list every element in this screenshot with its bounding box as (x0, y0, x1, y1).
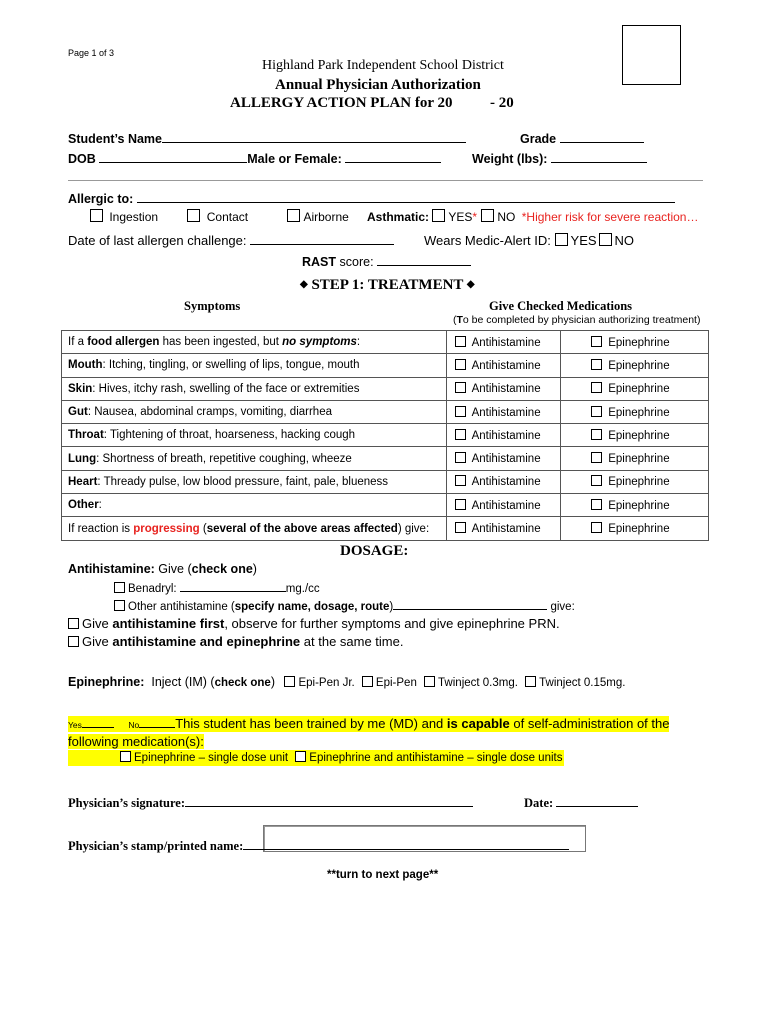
grade-row (520, 131, 644, 146)
airborne-option[interactable] (287, 210, 348, 224)
other-bold: specify name, dosage, route (234, 601, 390, 613)
antihistamine-checkbox[interactable] (455, 522, 466, 533)
risk-note: *Higher risk for severe reaction… (521, 210, 699, 224)
symptom-text-post: : Hives, itchy rash, swelling of the face or extremities (92, 382, 360, 395)
allergic-field[interactable] (137, 191, 675, 203)
benadryl-label: Benadryl: (128, 583, 177, 595)
epinephrine-label: Epinephrine (608, 383, 670, 396)
epipen-checkbox[interactable] (362, 676, 373, 687)
symptom-cell (62, 331, 447, 354)
antihistamine-dosage-row (68, 562, 257, 576)
option-both (68, 634, 403, 649)
symptom-text-bold: Skin (68, 382, 93, 395)
diamond-icon: ◆ (300, 279, 308, 290)
symptom-text-post: : (98, 499, 102, 512)
symptom-cell (62, 517, 447, 540)
antihistamine-cell[interactable] (447, 400, 561, 423)
rast-label: RAST (302, 255, 337, 269)
give-check-close: ) (252, 562, 257, 576)
antihistamine-label: Antihistamine (471, 336, 541, 349)
option2-checkbox[interactable] (68, 636, 79, 647)
allergic-options (90, 209, 349, 224)
symptom-cell (62, 400, 447, 423)
meds-note-paren: ( (453, 314, 457, 326)
symptom-cell (62, 377, 447, 400)
self-admin-options (68, 750, 564, 766)
self-admin-text2: of self-administration of the (509, 716, 670, 731)
meds-note-t: T (456, 314, 463, 326)
opt1-pre: Give (82, 616, 113, 631)
symptom-text-end: : (356, 336, 361, 349)
meds-note-text: o be completed by physician authorizing treatment) (462, 314, 701, 326)
step1-title: STEP 1: TREATMENT (311, 277, 464, 293)
form-title: Annual Physician Authorization (275, 77, 481, 93)
opt2-pre: Give (82, 634, 113, 649)
symptom-text-bold: Other (68, 499, 99, 512)
student-name-row (68, 131, 466, 146)
epi-close: ) (270, 675, 275, 689)
weight-field[interactable] (551, 151, 647, 163)
dob-row (68, 151, 441, 166)
self-admin-no: No (128, 720, 140, 730)
epinephrine-checkbox[interactable] (591, 336, 602, 347)
antihistamine-cell[interactable] (447, 331, 561, 354)
challenge-row (68, 233, 394, 248)
contact-checkbox[interactable] (187, 209, 200, 222)
signature-label: Physician’s signature: (68, 796, 186, 810)
epinephrine-checkbox[interactable] (591, 475, 602, 486)
grade-label: Grade (520, 132, 557, 146)
antihistamine-label: Antihistamine (471, 499, 541, 512)
footer-note: **turn to next page** (327, 869, 439, 881)
give-check-pre: Give ( (158, 562, 192, 576)
symptom-cell (62, 424, 447, 447)
table-row (62, 400, 709, 423)
opt1-bold: antihistamine first (112, 616, 225, 631)
symptoms-header: Symptoms (184, 299, 241, 313)
epinephrine-checkbox[interactable] (591, 406, 602, 417)
epinephrine-label: Epinephrine (608, 406, 670, 419)
sex-label: Male or Female: (247, 152, 342, 166)
asthmatic-row (367, 209, 698, 224)
medic-yes-checkbox[interactable] (555, 233, 568, 246)
contact-option[interactable] (187, 210, 248, 224)
asthmatic-no-label: NO (497, 210, 516, 224)
page-number: Page 1 of 3 (68, 48, 115, 58)
antihistamine-dosage-label: Antihistamine: (68, 562, 155, 576)
form-subtitle: ALLERGY ACTION PLAN for 20 - 20 (230, 95, 514, 111)
option-antihistamine-first (68, 616, 560, 631)
symptom-text-bold: Gut (68, 406, 88, 419)
epipen-label: Epi-Pen (375, 677, 417, 689)
epinephrine-cell[interactable] (561, 470, 709, 493)
medic-alert-row (424, 233, 634, 248)
symptom-cell (62, 447, 447, 470)
antihistamine-checkbox[interactable] (455, 452, 466, 463)
date-label: Date: (524, 796, 554, 810)
antihistamine-checkbox[interactable] (455, 336, 466, 347)
self-admin-no-field[interactable] (139, 718, 175, 728)
self-admin-line2 (68, 734, 204, 749)
mgcc-label: mg./cc (285, 583, 320, 595)
medic-no-checkbox[interactable] (599, 233, 612, 246)
other-antihistamine-field[interactable] (393, 598, 547, 610)
epinephrine-label: Epinephrine (608, 429, 670, 442)
self-admin-yes: Yes (68, 720, 82, 730)
antihistamine-cell[interactable] (447, 424, 561, 447)
symptom-text-bold: food allergen (87, 336, 160, 349)
epinephrine-label: Epinephrine: (68, 675, 145, 689)
antihistamine-checkbox[interactable] (455, 382, 466, 393)
step1-title-row (300, 277, 475, 294)
symptom-text-post: has been ingested, but (159, 336, 283, 349)
epinephrine-label: Epinephrine (608, 523, 670, 536)
allergic-row (68, 191, 675, 206)
symptom-text-red: progressing (133, 522, 200, 535)
table-row (62, 377, 709, 400)
option1-checkbox[interactable] (68, 618, 79, 629)
antihistamine-checkbox[interactable] (455, 475, 466, 486)
epinephrine-cell[interactable] (561, 400, 709, 423)
symptom-text-post: : Shortness of breath, repetitive coughing, wheeze (96, 452, 352, 465)
other-post: ) (389, 601, 394, 613)
twinject-015-label: Twinject 0.15mg. (539, 677, 626, 689)
rast-suffix: score: (336, 255, 374, 269)
benadryl-row (114, 580, 320, 595)
symptom-text-bold2: several of the above areas affected (206, 522, 398, 535)
self-admin-capable: is capable (446, 716, 510, 731)
table-row (62, 517, 709, 540)
self-admin-line1 (68, 716, 669, 731)
symptom-cell (62, 354, 447, 377)
symptom-text-pre: If a (68, 336, 88, 349)
table-row (62, 424, 709, 447)
symptom-cell (62, 494, 447, 517)
antihistamine-cell[interactable] (447, 494, 561, 517)
opt2-post: at the same time. (300, 634, 404, 649)
give-label: give: (550, 601, 575, 613)
epinephrine-checkbox[interactable] (591, 359, 602, 370)
antihistamine-label: Antihistamine (471, 523, 541, 536)
symptom-text-post: : Nausea, abdominal cramps, vomiting, diarrhea (87, 406, 332, 419)
antihistamine-checkbox[interactable] (455, 429, 466, 440)
ingestion-option[interactable] (90, 210, 158, 224)
epinephrine-label: Epinephrine (608, 476, 670, 489)
antihistamine-label: Antihistamine (471, 359, 541, 372)
opt1-post: , observe for further symptoms and give epinephrine PRN. (224, 616, 560, 631)
antihistamine-checkbox[interactable] (455, 406, 466, 417)
antihistamine-label: Antihistamine (471, 453, 541, 466)
antihistamine-cell[interactable] (447, 377, 561, 400)
epinephrine-label: Epinephrine (608, 336, 670, 349)
symptom-text-bolditalic: no symptoms (282, 336, 357, 349)
antihistamine-cell[interactable] (447, 447, 561, 470)
other-pre: Other antihistamine ( (128, 601, 235, 613)
twinject-015-checkbox[interactable] (525, 676, 536, 687)
weight-row (472, 151, 647, 166)
twinject-03-checkbox[interactable] (424, 676, 435, 687)
symptom-cell (62, 470, 447, 493)
airborne-label: Airborne (303, 210, 349, 224)
symptom-text-post: ( (199, 522, 207, 535)
other-antihistamine-checkbox[interactable] (114, 600, 125, 611)
stamp-label: Physician’s stamp/printed name: (68, 839, 244, 853)
student-name-field[interactable] (162, 131, 466, 143)
other-antihistamine-row (114, 598, 575, 613)
stamp-row (68, 838, 569, 854)
table-row (62, 494, 709, 517)
antihistamine-cell[interactable] (447, 354, 561, 377)
epinephrine-checkbox[interactable] (591, 382, 602, 393)
date-field[interactable] (556, 795, 638, 807)
self-admin-both-checkbox[interactable] (295, 751, 306, 762)
date-row (524, 795, 638, 811)
contact-label: Contact (206, 210, 249, 224)
asthmatic-label: Asthmatic: (367, 210, 430, 224)
allergic-label: Allergic to: (68, 192, 134, 206)
ingestion-checkbox[interactable] (90, 209, 103, 222)
symptom-text-post: : Itching, tingling, or swelling of lips, tongue, mouth (102, 359, 360, 372)
antihistamine-cell[interactable] (447, 517, 561, 540)
epinephrine-row (68, 675, 625, 689)
asthmatic-star: * (472, 210, 478, 224)
divider (68, 180, 703, 181)
epinephrine-cell[interactable] (561, 377, 709, 400)
self-admin-text3: following medication(s): (68, 734, 204, 749)
dob-label: DOB (68, 152, 96, 166)
epinephrine-checkbox[interactable] (591, 522, 602, 533)
medic-yes-label: YES (570, 233, 597, 248)
rast-field[interactable] (377, 254, 471, 266)
medic-alert-label: Wears Medic-Alert ID: (424, 233, 551, 248)
self-admin-epi-checkbox[interactable] (120, 751, 131, 762)
epinephrine-cell[interactable] (561, 354, 709, 377)
epi-inject: Inject (IM) ( (151, 675, 215, 689)
diamond-icon: ◆ (466, 279, 475, 290)
twinject-03-label: Twinject 0.3mg. (438, 677, 518, 689)
epinephrine-cell[interactable] (561, 494, 709, 517)
symptom-text-end: ) give: (397, 522, 430, 535)
dosage-title: DOSAGE: (340, 543, 409, 559)
epipen-jr-label: Epi-Pen Jr. (298, 677, 355, 689)
symptom-text-bold: Heart (68, 475, 98, 488)
ingestion-label: Ingestion (109, 210, 159, 224)
antihistamine-label: Antihistamine (471, 476, 541, 489)
challenge-field[interactable] (250, 233, 394, 245)
signature-row (68, 795, 473, 811)
asthmatic-no-checkbox[interactable] (481, 209, 494, 222)
antihistamine-label: Antihistamine (471, 406, 541, 419)
epinephrine-cell[interactable] (561, 517, 709, 540)
self-admin-epi-label: Epinephrine – single dose unit (134, 752, 289, 764)
signature-field[interactable] (185, 795, 473, 807)
airborne-checkbox[interactable] (287, 209, 300, 222)
self-admin-both-label: Epinephrine and antihistamine – single dose units (309, 752, 563, 764)
epinephrine-label: Epinephrine (608, 359, 670, 372)
district-name: Highland Park Independent School District (262, 58, 504, 73)
sex-field[interactable] (345, 151, 441, 163)
symptom-text-pre: If reaction is (68, 522, 134, 535)
challenge-label: Date of last allergen challenge: (68, 233, 247, 248)
meds-note (453, 314, 700, 326)
antihistamine-checkbox[interactable] (455, 359, 466, 370)
symptoms-table (61, 330, 709, 541)
rast-row (302, 254, 471, 269)
table-row (62, 331, 709, 354)
opt2-bold: antihistamine and epinephrine (112, 634, 301, 649)
medic-no-label: NO (614, 233, 635, 248)
table-row (62, 354, 709, 377)
epinephrine-cell[interactable] (561, 447, 709, 470)
antihistamine-label: Antihistamine (471, 429, 541, 442)
symptom-text-post: : Tightening of throat, hoarseness, hacking cough (103, 429, 356, 442)
antihistamine-cell[interactable] (447, 470, 561, 493)
grade-field[interactable] (560, 131, 644, 143)
self-admin-text1: This student has been trained by me (MD) and (175, 716, 447, 731)
epinephrine-cell[interactable] (561, 424, 709, 447)
epinephrine-checkbox[interactable] (591, 499, 602, 510)
antihistamine-label: Antihistamine (471, 383, 541, 396)
epinephrine-cell[interactable] (561, 331, 709, 354)
photo-box (622, 25, 681, 85)
weight-label: Weight (lbs): (472, 152, 548, 166)
student-name-label: Student’s Name (68, 132, 163, 146)
epinephrine-label: Epinephrine (608, 499, 670, 512)
symptom-text-post: : Thready pulse, low blood pressure, faint, pale, blueness (97, 475, 389, 488)
epi-check: check one (214, 677, 271, 689)
dob-field[interactable] (99, 151, 247, 163)
self-admin-yes-field[interactable] (82, 718, 114, 728)
symptom-text-bold: Mouth (68, 359, 103, 372)
benadryl-checkbox[interactable] (114, 582, 125, 593)
symptom-text-bold: Throat (68, 429, 104, 442)
epinephrine-checkbox[interactable] (591, 452, 602, 463)
epinephrine-checkbox[interactable] (591, 429, 602, 440)
epinephrine-label: Epinephrine (608, 453, 670, 466)
table-row (62, 447, 709, 470)
stamp-field[interactable] (243, 838, 569, 850)
symptom-text-bold: Lung (68, 452, 97, 465)
benadryl-field[interactable] (180, 580, 286, 592)
table-row (62, 470, 709, 493)
asthmatic-yes-label: YES (448, 210, 473, 224)
check-one: check one (191, 562, 253, 576)
asthmatic-yes-checkbox[interactable] (432, 209, 445, 222)
epipen-jr-checkbox[interactable] (284, 676, 295, 687)
meds-header: Give Checked Medications (489, 299, 633, 313)
antihistamine-checkbox[interactable] (455, 499, 466, 510)
